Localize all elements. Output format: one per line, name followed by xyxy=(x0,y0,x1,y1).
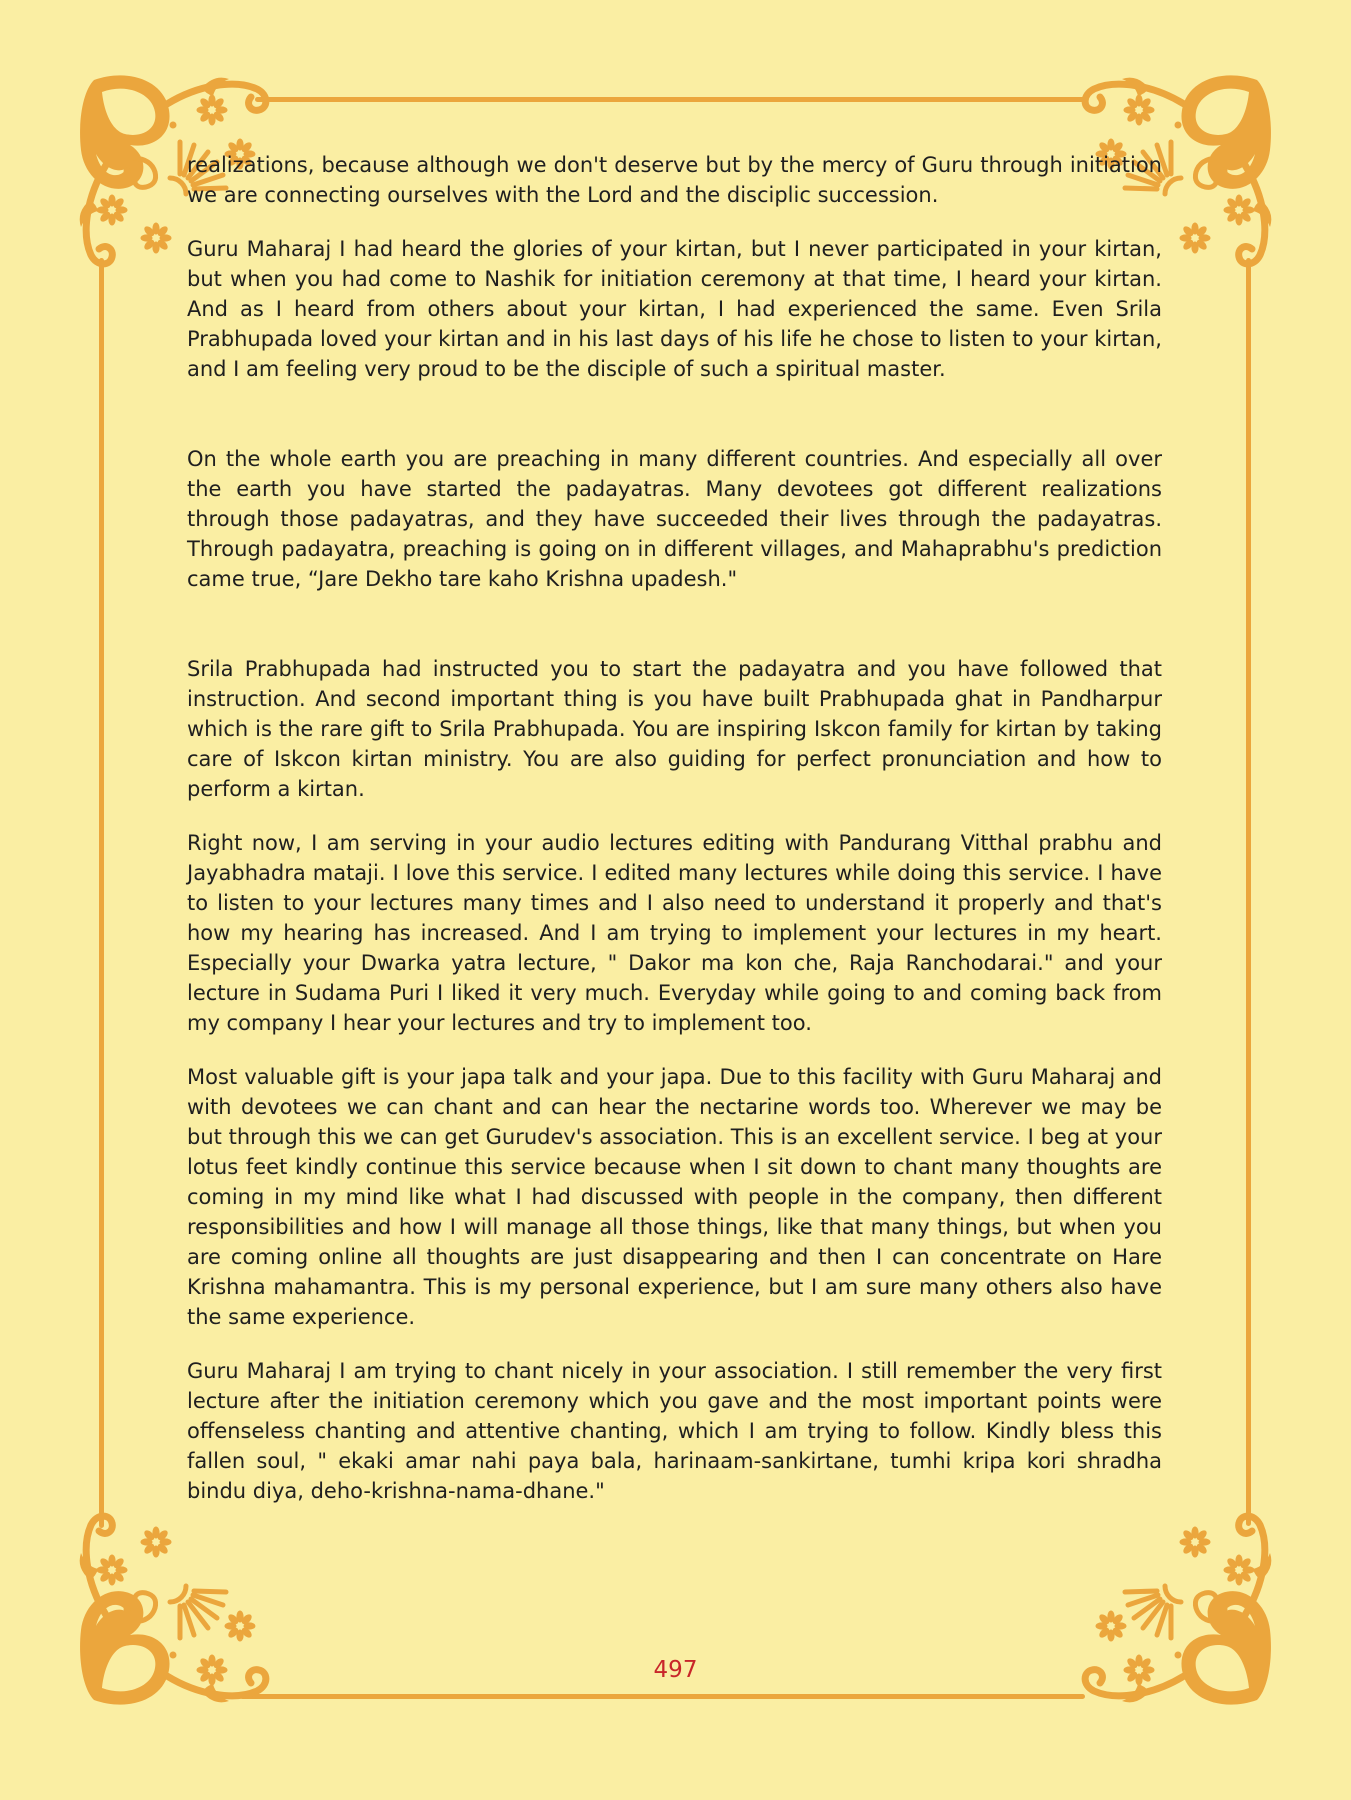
page-text xyxy=(187,150,1162,1506)
border-line-bottom xyxy=(240,1694,1085,1699)
paragraph-3: On the whole earth you are preaching in many different countries. And especially all over the earth you have started the padayatras. Many devotees got different realizations through those padayatras, and they have succeeded their lives through the padayatras. Through padayatra, preaching is going on in different villages, and Mahaprabhu's prediction came true, “Jare Dekho tare kaho Krishna upadesh." xyxy=(187,447,1162,591)
page-number: 497 xyxy=(653,1657,698,1683)
paragraph-4: Srila Prabhupada had instructed you to start the padayatra and you have followed that instruction. And second important thing is you have built Prabhupada ghat in Pandharpur which is the rare gift to Srila Prabhupada. You are inspiring Iskcon family for kirtan by taking care of Iskcon kirtan ministry. You are also guiding for perfect pronunciation and how to perform a kirtan. xyxy=(187,657,1162,801)
border-line-right xyxy=(1246,258,1251,1526)
paragraph-6: Most valuable gift is your japa talk and your japa. Due to this facility with Guru Maharaj and with devotees we can chant and can hear the nectarine words too. Wherever we may be but through this we can get Gurudev's association. This is an excellent service. I beg at your lotus feet kindly continue this service because when I sit down to chant many thoughts are coming in my mind like what I had discussed with people in the company, then different responsibilities and how I will manage all those things, like that many things, but when you are coming online all thoughts are just disappearing and then I can concentrate on Hare Krishna mahamantra. This is my personal experience, but I am sure many others also have the same experience. xyxy=(187,1065,1162,1329)
paragraph-5: Right now, I am serving in your audio lectures editing with Pandurang Vitthal prabhu and Jayabhadra mataji. I love this service. I edited many lectures while doing this service. I have to listen to your lectures many times and I also need to understand it properly and that's how my hearing has increased. And I am trying to implement your lectures in my heart. Especially your Dwarka yatra lecture, " Dakor ma kon che, Raja Ranchodarai." and your lecture in Sudama Puri I liked it very much. Everyday while going to and coming back from my company I hear your lectures and try to implement too. xyxy=(187,831,1162,1035)
paragraph-7: Guru Maharaj I am trying to chant nicely in your association. I still remember the very first lecture after the initiation ceremony which you gave and the most important points were offenseless chanting and attentive chanting, which I am trying to follow. Kindly bless this fallen soul, " ekaki amar nahi paya bala, harinaam-sankirtane, tumhi kripa kori shradha bindu diya, deho-krishna-nama-dhane." xyxy=(187,1359,1162,1503)
border-line-left xyxy=(99,258,104,1528)
paragraph-2: Guru Maharaj I had heard the glories of your kirtan, but I never participated in your kirtan, but when you had come to Nashik for initiation ceremony at that time, I heard your kirtan. And as I heard from others about your kirtan, I had experienced the same. Even Srila Prabhupada loved your kirtan and in his last days of his life he chose to listen to your kirtan, and I am feeling very proud to be the disciple of such a spiritual master. xyxy=(187,237,1162,381)
border-line-top xyxy=(255,97,1085,102)
paragraph-1: realizations, because although we don't deserve but by the mercy of Guru through initiation we are connecting ourselves with the Lord and the disciplic succession. xyxy=(187,153,1162,207)
